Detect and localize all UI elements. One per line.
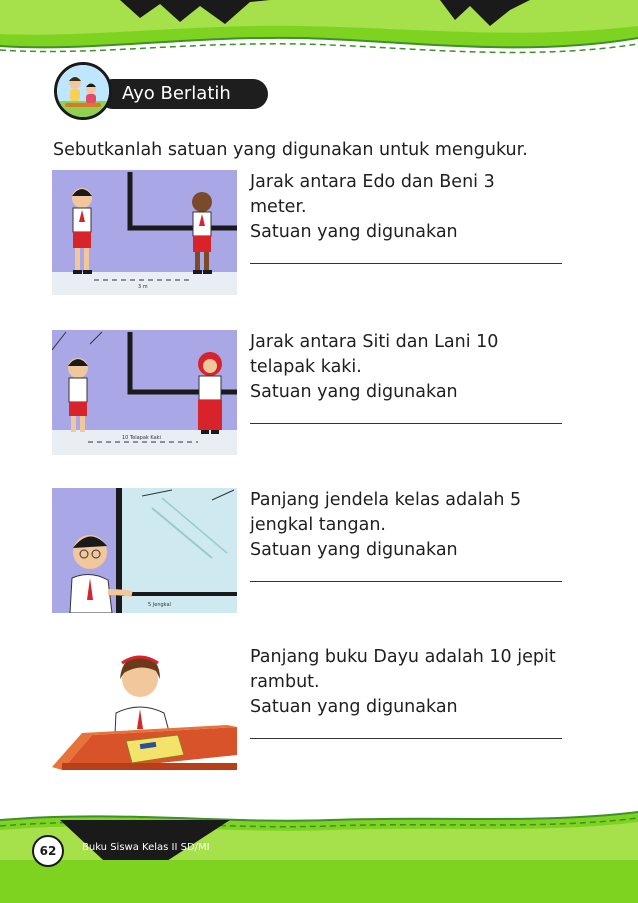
exercise-statement: [250, 488, 570, 538]
exercise-statement: [250, 330, 570, 380]
page-number: 62: [32, 835, 64, 867]
picture-label: 10 Telapak Kaki: [122, 435, 161, 441]
statement-line-1: Jarak antara Siti dan Lani 10: [250, 332, 499, 352]
answer-line[interactable]: [250, 581, 562, 582]
statement-line-2: meter.: [250, 197, 307, 217]
statement-line-1: Panjang jendela kelas adalah 5: [250, 490, 522, 510]
students-distance-picture: [52, 170, 237, 295]
picture-label: 5 Jengkal: [148, 602, 171, 608]
statement-line-1: Panjang buku Dayu adalah 10 jepit: [250, 647, 556, 667]
answer-line[interactable]: [250, 423, 562, 424]
section-header: [54, 62, 274, 122]
picture-label: 3 m: [138, 284, 148, 290]
exercise-prompt: Satuan yang digunakan: [250, 697, 458, 717]
exercise-4: [52, 645, 612, 775]
exercise-statement: [250, 645, 570, 695]
children-playing-icon: [54, 62, 112, 120]
exercise-prompt: Satuan yang digunakan: [250, 222, 458, 242]
exercise-prompt: Satuan yang digunakan: [250, 382, 458, 402]
exercise-2: [52, 330, 612, 460]
exercise-prompt: Satuan yang digunakan: [250, 540, 458, 560]
exercise-1: [52, 170, 612, 300]
statement-line-2: rambut.: [250, 672, 320, 692]
book-hairpin-picture: [52, 645, 237, 770]
answer-line[interactable]: [250, 263, 562, 264]
window-span-picture: [52, 488, 237, 613]
exercise-3: [52, 488, 612, 618]
book-title: Buku Siswa Kelas II SD/MI: [82, 842, 210, 853]
instruction-text: Sebutkanlah satuan yang digunakan untuk mengukur.: [53, 140, 528, 160]
students-feet-distance-picture: [52, 330, 237, 455]
statement-line-2: telapak kaki.: [250, 357, 362, 377]
statement-line-1: Jarak antara Edo dan Beni 3: [250, 172, 495, 192]
exercise-statement: [250, 170, 570, 220]
answer-line[interactable]: [250, 738, 562, 739]
section-title: Ayo Berlatih: [98, 79, 268, 109]
statement-line-2: jengkal tangan.: [250, 515, 386, 535]
